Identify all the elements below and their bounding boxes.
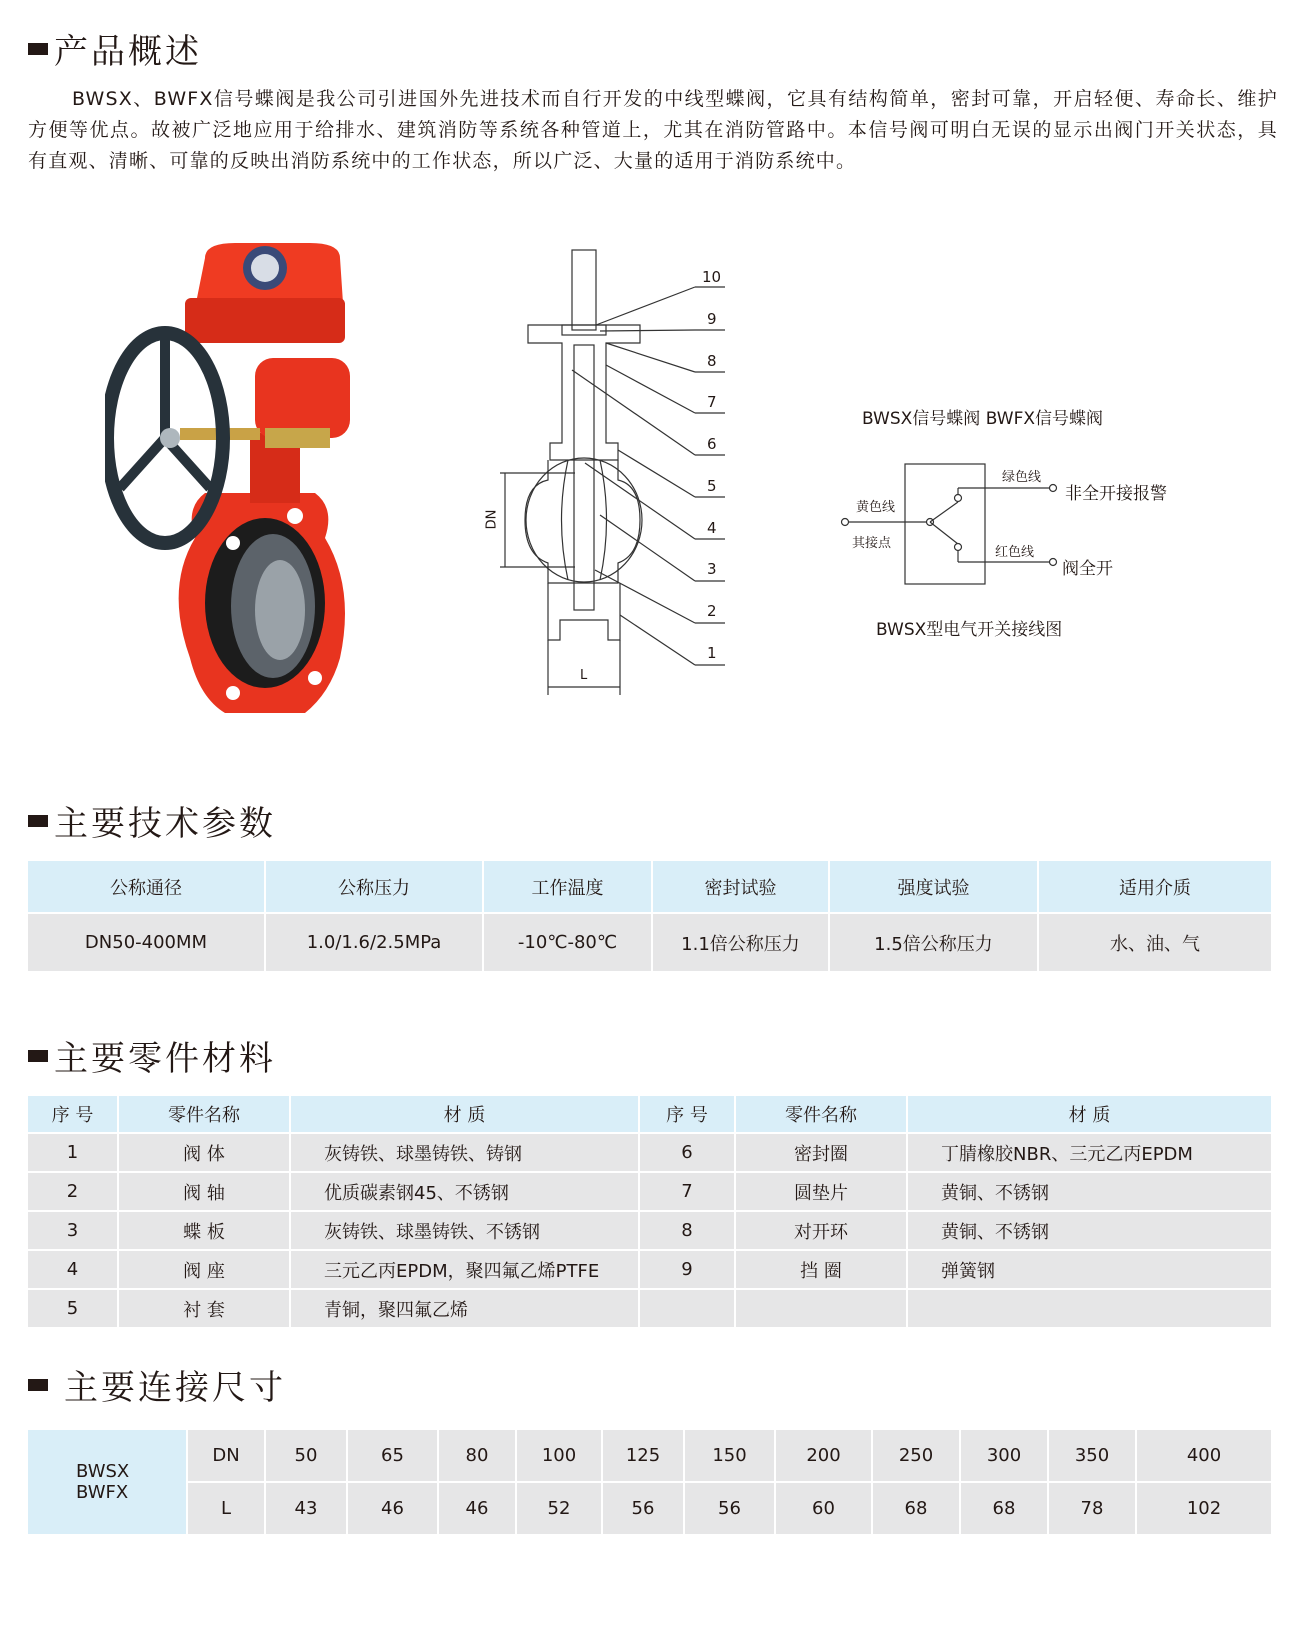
part-number: 4 bbox=[707, 519, 717, 537]
table-cell: 1.5倍公称压力 bbox=[829, 913, 1038, 971]
table-cell: 1.0/1.6/2.5MPa bbox=[265, 913, 483, 971]
column-header: 材 质 bbox=[907, 1096, 1272, 1133]
column-header: 序 号 bbox=[28, 1096, 118, 1133]
part-number: 6 bbox=[707, 435, 717, 453]
materials-title: 主要零件材料 bbox=[28, 1031, 276, 1080]
table-cell: 3 bbox=[28, 1211, 118, 1250]
table-cell bbox=[639, 1289, 735, 1327]
table-cell: 60 bbox=[775, 1482, 872, 1534]
table-row bbox=[28, 1172, 1272, 1211]
table-cell: DN50-400MM bbox=[28, 913, 265, 971]
table-cell: 水、油、气 bbox=[1038, 913, 1272, 971]
table-row bbox=[28, 1289, 1272, 1327]
table-cell: 350 bbox=[1048, 1429, 1136, 1482]
params-title: 主要技术参数 bbox=[28, 796, 276, 845]
part-number: 3 bbox=[707, 560, 717, 578]
dimensions-table bbox=[28, 1428, 1273, 1534]
table-cell: 挡 圈 bbox=[735, 1250, 907, 1289]
part-number: 5 bbox=[707, 477, 717, 495]
table-cell: 灰铸铁、球墨铸铁、铸钢 bbox=[290, 1133, 639, 1172]
table-cell: 68 bbox=[872, 1482, 960, 1534]
table-row bbox=[28, 913, 1272, 971]
model-name: BWSX bbox=[76, 1461, 130, 1482]
part-number: 10 bbox=[702, 268, 722, 286]
row-label: DN bbox=[187, 1429, 265, 1482]
table-cell: -10℃-80℃ bbox=[483, 913, 652, 971]
column-header: 公称通径 bbox=[28, 861, 265, 913]
table-cell: 50 bbox=[265, 1429, 347, 1482]
table-cell: 300 bbox=[960, 1429, 1048, 1482]
overview-title: 产品概述 bbox=[28, 24, 202, 73]
table-cell: 80 bbox=[438, 1429, 516, 1482]
column-header: 材 质 bbox=[290, 1096, 639, 1133]
table-cell: 1 bbox=[28, 1133, 118, 1172]
part-number: 2 bbox=[707, 602, 717, 620]
model-cell bbox=[28, 1429, 187, 1534]
table-cell: 52 bbox=[516, 1482, 602, 1534]
table-cell: 200 bbox=[775, 1429, 872, 1482]
table-cell: 100 bbox=[516, 1429, 602, 1482]
part-number: 7 bbox=[707, 393, 717, 411]
table-cell: 对开环 bbox=[735, 1211, 907, 1250]
table-cell: 黄铜、不锈钢 bbox=[907, 1172, 1272, 1211]
table-cell: 46 bbox=[347, 1482, 438, 1534]
dn-dimension-label: DN bbox=[484, 509, 500, 530]
column-header: 工作温度 bbox=[483, 861, 652, 913]
table-cell: 78 bbox=[1048, 1482, 1136, 1534]
table-cell: 青铜，聚四氟乙烯 bbox=[290, 1289, 639, 1327]
table-row bbox=[28, 1429, 1272, 1482]
cross-section-drawing bbox=[480, 245, 740, 705]
table-cell: 102 bbox=[1136, 1482, 1272, 1534]
yellow-wire-label: 黄色线 bbox=[856, 500, 896, 515]
table-header-row bbox=[28, 1096, 1272, 1133]
title-square-icon bbox=[28, 43, 48, 55]
part-number: 9 bbox=[707, 310, 717, 328]
table-cell: 43 bbox=[265, 1482, 347, 1534]
dimensions-title: 主要连接尺寸 bbox=[28, 1360, 286, 1409]
table-cell: 1.1倍公称压力 bbox=[652, 913, 829, 971]
table-cell: 衬 套 bbox=[118, 1289, 290, 1327]
table-cell: 密封圈 bbox=[735, 1133, 907, 1172]
wiring-models: BWSX信号蝶阀 BWFX信号蝶阀 bbox=[862, 409, 1103, 429]
table-cell: 蝶 板 bbox=[118, 1211, 290, 1250]
table-cell: 阀 体 bbox=[118, 1133, 290, 1172]
table-row bbox=[28, 1211, 1272, 1250]
column-header: 零件名称 bbox=[735, 1096, 907, 1133]
table-cell: 2 bbox=[28, 1172, 118, 1211]
wiring-caption: BWSX型电气开关接线图 bbox=[876, 620, 1063, 640]
table-cell: 阀 轴 bbox=[118, 1172, 290, 1211]
table-cell: 65 bbox=[347, 1429, 438, 1482]
column-header: 密封试验 bbox=[652, 861, 829, 913]
table-cell: 圆垫片 bbox=[735, 1172, 907, 1211]
green-wire-label: 绿色线 bbox=[1002, 470, 1042, 485]
table-cell: 8 bbox=[639, 1211, 735, 1250]
alarm-label: 非全开接报警 bbox=[1065, 484, 1167, 504]
table-cell: 56 bbox=[602, 1482, 684, 1534]
table-cell bbox=[907, 1289, 1272, 1327]
table-cell: 9 bbox=[639, 1250, 735, 1289]
common-contact-label: 其接点 bbox=[852, 536, 892, 551]
full-open-label: 阀全开 bbox=[1062, 559, 1113, 579]
column-header: 强度试验 bbox=[829, 861, 1038, 913]
column-header: 零件名称 bbox=[118, 1096, 290, 1133]
table-row bbox=[28, 1133, 1272, 1172]
table-cell: 灰铸铁、球墨铸铁、不锈钢 bbox=[290, 1211, 639, 1250]
title-square-icon bbox=[28, 1379, 48, 1391]
table-cell: 5 bbox=[28, 1289, 118, 1327]
table-cell bbox=[735, 1289, 907, 1327]
title-square-icon bbox=[28, 815, 48, 827]
table-cell: 68 bbox=[960, 1482, 1048, 1534]
params-table bbox=[28, 861, 1273, 971]
table-cell: 三元乙丙EPDM，聚四氟乙烯PTFE bbox=[290, 1250, 639, 1289]
part-number: 8 bbox=[707, 352, 717, 370]
valve-photo bbox=[105, 238, 365, 718]
table-cell: 150 bbox=[684, 1429, 775, 1482]
table-cell: 125 bbox=[602, 1429, 684, 1482]
red-wire-label: 红色线 bbox=[995, 545, 1035, 560]
table-cell: 丁腈橡胶NBR、三元乙丙EPDM bbox=[907, 1133, 1272, 1172]
column-header: 公称压力 bbox=[265, 861, 483, 913]
l-dimension-label: L bbox=[580, 668, 588, 683]
table-row bbox=[28, 1482, 1272, 1534]
column-header: 适用介质 bbox=[1038, 861, 1272, 913]
table-cell: 250 bbox=[872, 1429, 960, 1482]
table-cell: 6 bbox=[639, 1133, 735, 1172]
table-header-row bbox=[28, 861, 1272, 913]
table-row bbox=[28, 1250, 1272, 1289]
table-cell: 400 bbox=[1136, 1429, 1272, 1482]
table-cell: 黄铜、不锈钢 bbox=[907, 1211, 1272, 1250]
table-cell: 优质碳素钢45、不锈钢 bbox=[290, 1172, 639, 1211]
table-cell: 56 bbox=[684, 1482, 775, 1534]
table-cell: 46 bbox=[438, 1482, 516, 1534]
column-header: 序 号 bbox=[639, 1096, 735, 1133]
table-cell: 弹簧钢 bbox=[907, 1250, 1272, 1289]
model-name: BWFX bbox=[76, 1482, 129, 1503]
overview-text: BWSX、BWFX信号蝶阀是我公司引进国外先进技术而自行开发的中线型蝶阀，它具有结构简单，密封可靠，开启轻便、寿命长、维护方便等优点。故被广泛地应用于给排水、建筑消防等系统各种管道上，尤其在消防管路中。本信号阀可明白无误的显示出阀门开关状态，具有直观、清晰、可靠的反映出消防系统中的工作状态，所以广泛、大量的适用于消防系统中。 bbox=[28, 88, 1278, 172]
materials-table bbox=[28, 1096, 1273, 1327]
table-cell: 4 bbox=[28, 1250, 118, 1289]
title-square-icon bbox=[28, 1050, 48, 1062]
table-cell: 阀 座 bbox=[118, 1250, 290, 1289]
table-cell: 7 bbox=[639, 1172, 735, 1211]
row-label: L bbox=[187, 1482, 265, 1534]
part-number: 1 bbox=[707, 644, 717, 662]
